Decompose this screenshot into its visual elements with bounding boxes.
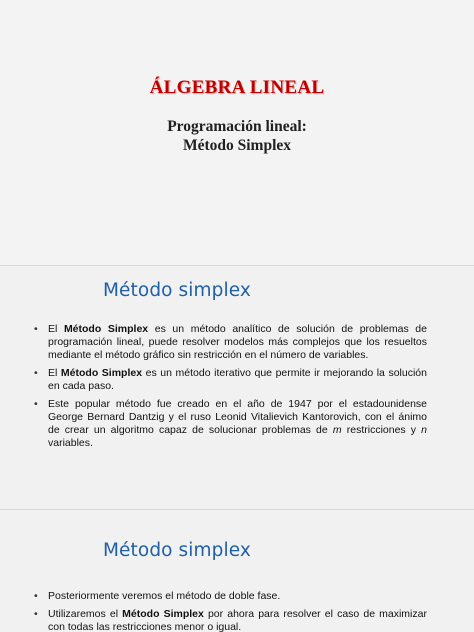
list-item [34,608,427,632]
subtitle-line-1: Programación lineal: [167,118,307,135]
text-run: Este popular método fue creado en el año de 1947 por el estadounidense George Bernard Dantzig y el ruso Leonid Vitalievich Kantorovich, con el ánimo de crear un algoritmo capaz de solucionar problemas de [48,398,427,436]
bullet-icon: • [34,398,38,410]
bold-term: Método Simplex [63,323,149,335]
variable-n: n [421,424,428,436]
bullet-list [34,323,427,455]
text-run: variables. [48,437,93,449]
list-item [34,398,427,450]
list-item [34,367,427,393]
text-run: es un método analítico de solución de problemas de programación lineal, puede resolver modelos más complejos que los resueltos mediante el método gráfico sin restricción en el número de variables. [48,323,427,361]
bullet-icon: • [34,590,38,602]
bullet-list [34,590,427,632]
slide-subtitle [0,117,474,155]
list-item [34,323,427,362]
bullet-icon: • [34,323,38,335]
bullet-icon: • [34,608,38,620]
text-run: Posteriormente veremos el método de doble fase. [48,590,281,602]
bold-term: Método Simplex [60,367,143,379]
bold-term: Método Simplex [122,608,204,620]
subtitle-line-2: Método Simplex [182,137,292,154]
slide-heading: Método simplex [103,280,251,301]
text-run: por ahora para resolver el caso de maximizar con todas las restricciones menor o igual. [48,608,427,632]
text-run: es un método iterativo que permite ir mejorando la solución en cada paso. [48,367,427,392]
list-item [34,590,427,603]
slide-heading: Método simplex [103,540,251,561]
text-run: El [48,323,64,335]
text-run: restricciones y [341,424,422,436]
variable-m: m [332,424,342,436]
text-run: El [48,367,61,379]
content-slide-1 [0,266,474,509]
text-run: Utilizaremos el [48,608,123,620]
content-slide-2 [0,510,474,632]
slide-title: ÁLGEBRA LINEAL [149,77,325,98]
bullet-icon: • [34,367,38,379]
title-slide [0,0,474,265]
